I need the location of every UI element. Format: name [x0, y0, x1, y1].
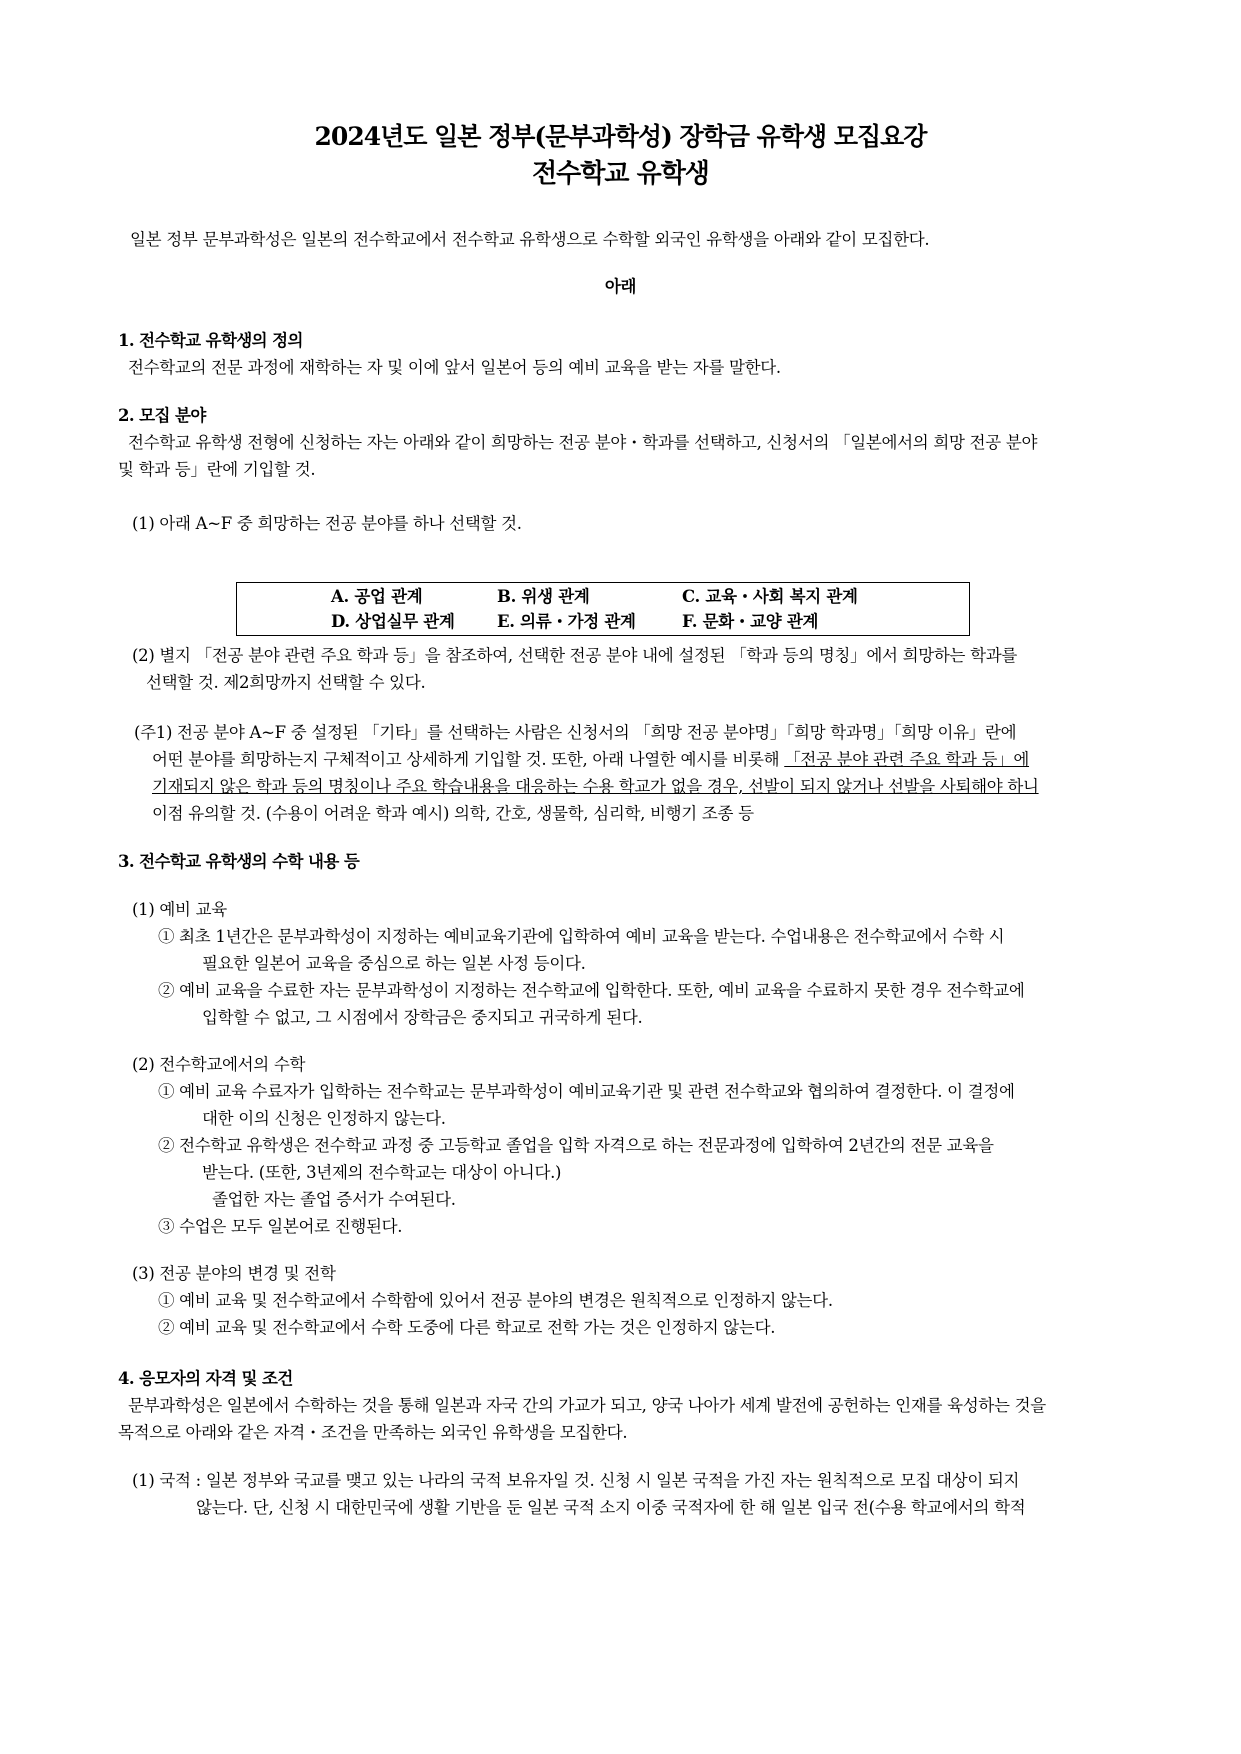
list-item-line: (2) 별지 「전공 분야 관련 주요 학과 등」을 참조하여, 선택한 전공 분야 내에 설정된 「학과 등의 명칭」에서 희망하는 학과를 — [132, 646, 1017, 665]
field-option: D. 상업실무 관계 — [331, 612, 455, 631]
section-heading: 4. 응모자의 자격 및 조건 — [118, 1369, 293, 1388]
document-subtitle: 전수학교 유학생 — [532, 159, 709, 189]
subsection-title: (2) 전수학교에서의 수학 — [132, 1055, 306, 1074]
list-item-line: 않는다. 단, 신청 시 대한민국에 생활 기반을 둔 일본 국적 소지 이중 국적자에 한 해 일본 입국 전(수용 학교에서의 학적 — [196, 1498, 1026, 1517]
section-body-line: 및 학과 등」란에 기입할 것. — [118, 460, 316, 479]
numbered-line-cont: 대한 이의 신청은 인정하지 않는다. — [202, 1109, 446, 1128]
numbered-line: ① 예비 교육 수료자가 입학하는 전수학교는 문부과학성이 예비교육기관 및 관련 전수학교와 협의하여 결정한다. 이 결정에 — [158, 1082, 1015, 1101]
list-item — [118, 642, 1123, 696]
numbered-line: ① 최초 1년간은 문부과학성이 지정하는 예비교육기관에 입학하여 예비 교육을 받는다. 수업내용은 전수학교에서 수학 시 — [158, 927, 1005, 946]
list-item-line: (1) 국적 : 일본 정부와 국교를 맺고 있는 나라의 국적 보유자일 것. 신청 시 일본 국적을 가진 자는 원칙적으로 모집 대상이 되지 — [132, 1471, 1020, 1490]
subsection-school-study — [118, 1051, 1123, 1240]
section-heading: 2. 모집 분야 — [118, 406, 206, 425]
section-body: 전수학교의 전문 과정에 재학하는 자 및 이에 앞서 일본어 등의 예비 교육을 받는 자를 말한다. — [128, 358, 781, 377]
field-option: A. 공업 관계 — [331, 587, 423, 606]
intro-paragraph: 일본 정부 문부과학성은 일본의 전수학교에서 전수학교 유학생으로 수학할 외국인 유학생을 아래와 같이 모집한다. — [130, 230, 930, 249]
footnote-line-underlined: 기재되지 않은 학과 등의 명칭이나 주요 학습내용을 대응하는 수용 학교가 없을 경우, 선발이 되지 않거나 선발을 사퇴해야 하니 — [152, 777, 1039, 796]
section-body-line: 문부과학성은 일본에서 수학하는 것을 통해 일본과 자국 간의 가교가 되고, 양국 나아가 세계 발전에 공헌하는 인재를 육성하는 것을 — [128, 1396, 1046, 1415]
section-body-line: 목적으로 아래와 같은 자격・조건을 만족하는 외국인 유학생을 모집한다. — [118, 1423, 628, 1442]
field-row — [331, 584, 969, 609]
notice-heading: 아래 — [604, 277, 637, 296]
numbered-line: ② 예비 교육 및 전수학교에서 수학 도중에 다른 학교로 전학 가는 것은 인정하지 않는다. — [158, 1318, 776, 1337]
subsection-title: (3) 전공 분야의 변경 및 전학 — [132, 1264, 336, 1283]
field-option: F. 문화・교양 관계 — [682, 612, 819, 631]
section-heading: 3. 전수학교 유학생의 수학 내용 등 — [118, 852, 360, 871]
footnote-line — [152, 746, 1123, 773]
footnote-line: 이점 유의할 것. (수용이 어려운 학과 예시) 의학, 간호, 생물학, 심리학, 비행기 조종 등 — [152, 804, 754, 823]
section-heading: 1. 전수학교 유학생의 정의 — [118, 331, 303, 350]
field-option: C. 교육・사회 복지 관계 — [682, 587, 858, 606]
subsection-title: (1) 예비 교육 — [132, 900, 227, 919]
numbered-line-cont: 받는다. (또한, 3년제의 전수학교는 대상이 아니다.) — [202, 1163, 562, 1182]
section-eligibility — [118, 1365, 1123, 1521]
list-item: (1) 아래 A~F 중 희망하는 전공 분야를 하나 선택할 것. — [132, 514, 522, 533]
subsection-transfer — [118, 1260, 1123, 1341]
numbered-line: ② 전수학교 유학생은 전수학교 과정 중 고등학교 졸업을 입학 자격으로 하는 전문과정에 입학하여 2년간의 전문 교육을 — [158, 1136, 994, 1155]
field-options-box — [236, 582, 970, 636]
underlined-text: 「전공 분야 관련 주요 학과 등」에 — [784, 750, 1030, 769]
footnote — [118, 719, 1123, 827]
numbered-line: ③ 수업은 모두 일본어로 진행된다. — [158, 1217, 403, 1236]
field-option: E. 의류・가정 관계 — [497, 612, 636, 631]
document-title: 2024년도 일본 정부(문부과학성) 장학금 유학생 모집요강 — [314, 122, 927, 151]
field-row — [331, 609, 969, 634]
numbered-line: ② 예비 교육을 수료한 자는 문부과학성이 지정하는 전수학교에 입학한다. 또한, 예비 교육을 수료하지 못한 경우 전수학교에 — [158, 981, 1025, 1000]
section-fields — [118, 402, 1123, 827]
footnote-line: (주1) 전공 분야 A~F 중 설정된 「기타」를 선택하는 사람은 신청서의 「희망 전공 분야명」「희망 학과명」「희망 이유」란에 — [134, 723, 1017, 742]
section-study — [118, 848, 1123, 1341]
field-option: B. 위생 관계 — [497, 587, 590, 606]
eligibility-item-nationality — [118, 1467, 1123, 1521]
numbered-line: ① 예비 교육 및 전수학교에서 수학함에 있어서 전공 분야의 변경은 원칙적으로 인정하지 않는다. — [158, 1291, 833, 1310]
section-body-line: 전수학교 유학생 전형에 신청하는 자는 아래와 같이 희망하는 전공 분야・학과를 선택하고, 신청서의 「일본에서의 희망 전공 분야 — [128, 433, 1038, 452]
section-definition — [118, 327, 1123, 381]
numbered-line-cont: 입학할 수 없고, 그 시점에서 장학금은 중지되고 귀국하게 된다. — [202, 1008, 643, 1027]
numbered-line-cont: 졸업한 자는 졸업 증서가 수여된다. — [212, 1190, 456, 1209]
subsection-preparatory — [118, 896, 1123, 1031]
footnote-text: 어떤 분야를 희망하는지 구체적이고 상세하게 기입할 것. 또한, 아래 나열한 예시를 비롯해 — [152, 750, 785, 769]
list-item-line: 선택할 것. 제2희망까지 선택할 수 있다. — [146, 673, 426, 692]
numbered-line-cont: 필요한 일본어 교육을 중심으로 하는 일본 사정 등이다. — [202, 954, 586, 973]
